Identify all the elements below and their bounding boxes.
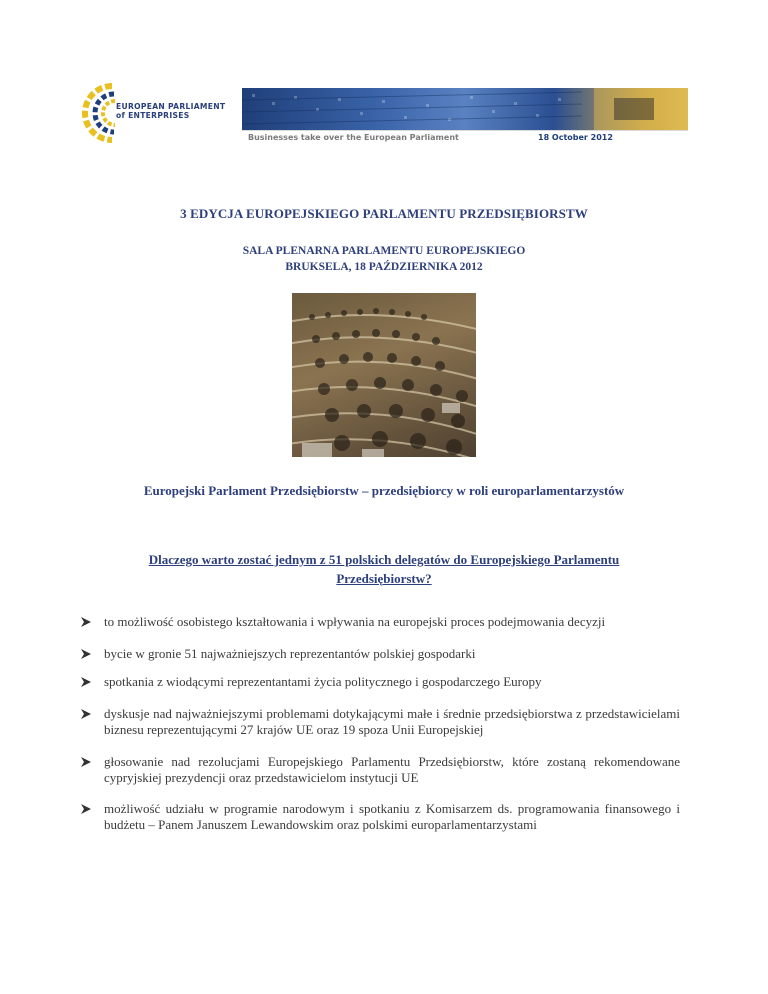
document-title: 3 EDYCJA EUROPEJSKIEGO PARLAMENTU PRZEDSIĘBIORSTW (180, 206, 588, 221)
arrowhead-bullet-icon (80, 756, 92, 768)
list-item (80, 706, 680, 738)
venue-line: SALA PLENARNA PARLAMENTU EUROPEJSKIEGO (242, 245, 526, 257)
banner-tagline: Businesses take over the European Parliament (248, 133, 459, 142)
list-item (80, 674, 542, 690)
list-item-text: spotkania z wiodącymi reprezentantami życia politycznego i gospodarczego Europy (104, 674, 542, 689)
list-item-text: bycie w gronie 51 najważniejszych reprezentantów polskiej gospodarki (104, 646, 476, 661)
list-item (80, 614, 605, 630)
plenary-hall-photo (292, 293, 476, 457)
list-item (80, 646, 475, 662)
event-banner (82, 80, 688, 146)
logo-text-line1: EUROPEAN PARLIAMENT (116, 102, 226, 111)
arrowhead-bullet-icon (80, 803, 92, 815)
arrowhead-bullet-icon (80, 616, 92, 628)
list-item-text: głosowanie nad rezolucjami Europejskiego Parlamentu Przedsiębiorstw, które zostaną rekomendowane cypryjskiej prezydencji oraz przedstawicielom instytucji UE (104, 754, 680, 785)
list-item (80, 754, 680, 786)
banner-tagline-bar (242, 130, 688, 145)
epe-logo (82, 80, 242, 146)
list-item-text: dyskusje nad najważniejszymi problemami dotykającymi małe i średnie przedsiębiorstwa z przedstawicielami biznesu reprezentującymi 27 krajów UE oraz 19 spoza Unii Europejskiej (104, 706, 680, 737)
banner-parliament-photo (242, 88, 688, 130)
list-item-text: to możliwość osobistego kształtowania i wpływania na europejski proces podejmowania decyzji (104, 614, 606, 629)
date-location-line: BRUKSELA, 18 PAŹDZIERNIKA 2012 (285, 261, 483, 273)
arrowhead-bullet-icon (80, 708, 92, 720)
arrowhead-bullet-icon (80, 648, 92, 660)
list-item-text: możliwość udziału w programie narodowym i spotkaniu z Komisarzem ds. programowania finansowego i budżetu – Panem Januszem Lewandowskim oraz polskimi europarlamentarzystami (104, 801, 680, 832)
question-heading: Dlaczego warto zostać jednym z 51 polskich delegatów do Europejskiego Parlamentu Przedsiębiorstw? (148, 552, 620, 586)
list-item (80, 801, 680, 833)
arrowhead-bullet-icon (80, 676, 92, 688)
logo-text-line2: of ENTERPRISES (116, 111, 190, 120)
banner-date: 18 October 2012 (538, 133, 613, 142)
document-subtitle: Europejski Parlament Przedsiębiorstw – przedsiębiorcy w roli europarlamentarzystów (143, 483, 625, 498)
